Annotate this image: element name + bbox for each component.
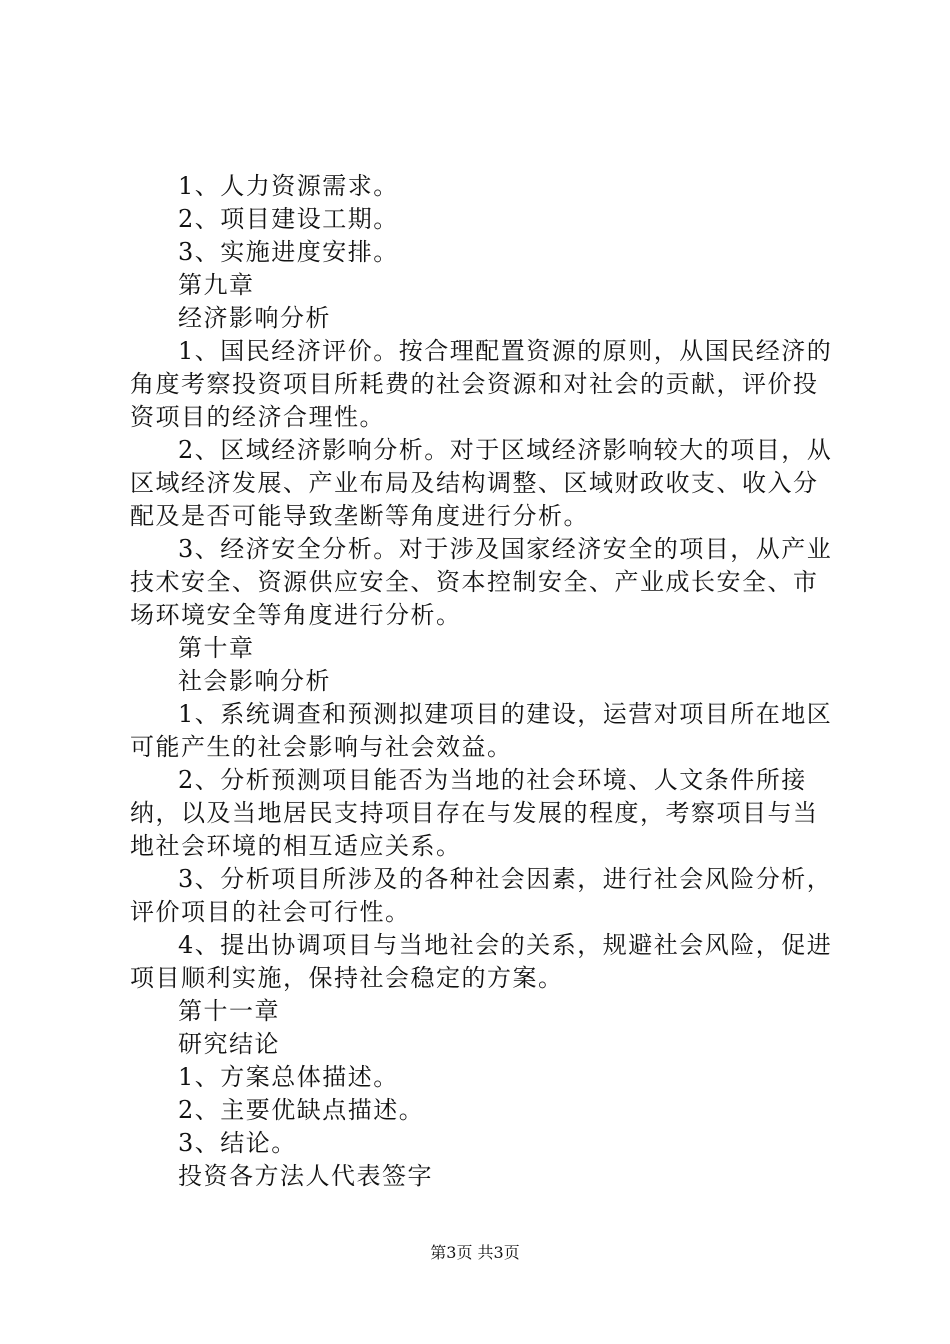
paragraph-economic-security: 3、经济安全分析。对于涉及国家经济安全的项目，从产业技术安全、资源供应安全、资本控制安全、产业成长安全、市场环境安全等角度进行分析。	[130, 535, 833, 629]
paragraph-social-acceptance: 2、分析预测项目能否为当地的社会环境、人文条件所接纳，以及当地居民支持项目存在与发展的程度，考察项目与当地社会环境的相互适应关系。	[130, 766, 819, 860]
paragraph-regional-economy: 2、区域经济影响分析。对于区域经济影响较大的项目，从区域经济发展、产业布局及结构调整、区域财政收支、收入分配及是否可能导致垄断等角度进行分析。	[130, 436, 833, 530]
paragraph-social-survey: 1、系统调查和预测拟建项目的建设，运营对项目所在地区可能产生的社会影响与社会效益。	[130, 700, 833, 761]
paragraph-construction-period: 2、项目建设工期。	[178, 205, 399, 233]
paragraph-social-risk: 3、分析项目所涉及的各种社会因素，进行社会风险分析，评价项目的社会可行性。	[130, 865, 833, 926]
chapter-heading-11: 第十一章	[178, 997, 280, 1025]
chapter-title-economic-impact: 经济影响分析	[178, 304, 331, 332]
paragraph-schedule: 3、实施进度安排。	[178, 238, 399, 266]
paragraph-national-economy: 1、国民经济评价。按合理配置资源的原则，从国民经济的角度考察投资项目所耗费的社会资源和对社会的贡献，评价投资项目的经济合理性。	[130, 337, 833, 431]
paragraph-pros-cons: 2、主要优缺点描述。	[178, 1096, 425, 1124]
paragraph-conclusion: 3、结论。	[178, 1129, 297, 1157]
chapter-heading-10: 第十章	[178, 634, 255, 662]
chapter-heading-9: 第九章	[178, 271, 255, 299]
paragraph-signatures: 投资各方法人代表签字	[178, 1162, 433, 1190]
paragraph-social-coordination: 4、提出协调项目与当地社会的关系，规避社会风险，促进项目顺利实施，保持社会稳定的方案。	[130, 931, 833, 992]
chapter-title-conclusion: 研究结论	[178, 1030, 280, 1058]
chapter-title-social-impact: 社会影响分析	[178, 667, 331, 695]
paragraph-overall-description: 1、方案总体描述。	[178, 1063, 399, 1091]
page-number: 第3页 共3页	[430, 1243, 520, 1262]
paragraph-hr-needs: 1、人力资源需求。	[178, 172, 399, 200]
document-body	[130, 170, 836, 1193]
